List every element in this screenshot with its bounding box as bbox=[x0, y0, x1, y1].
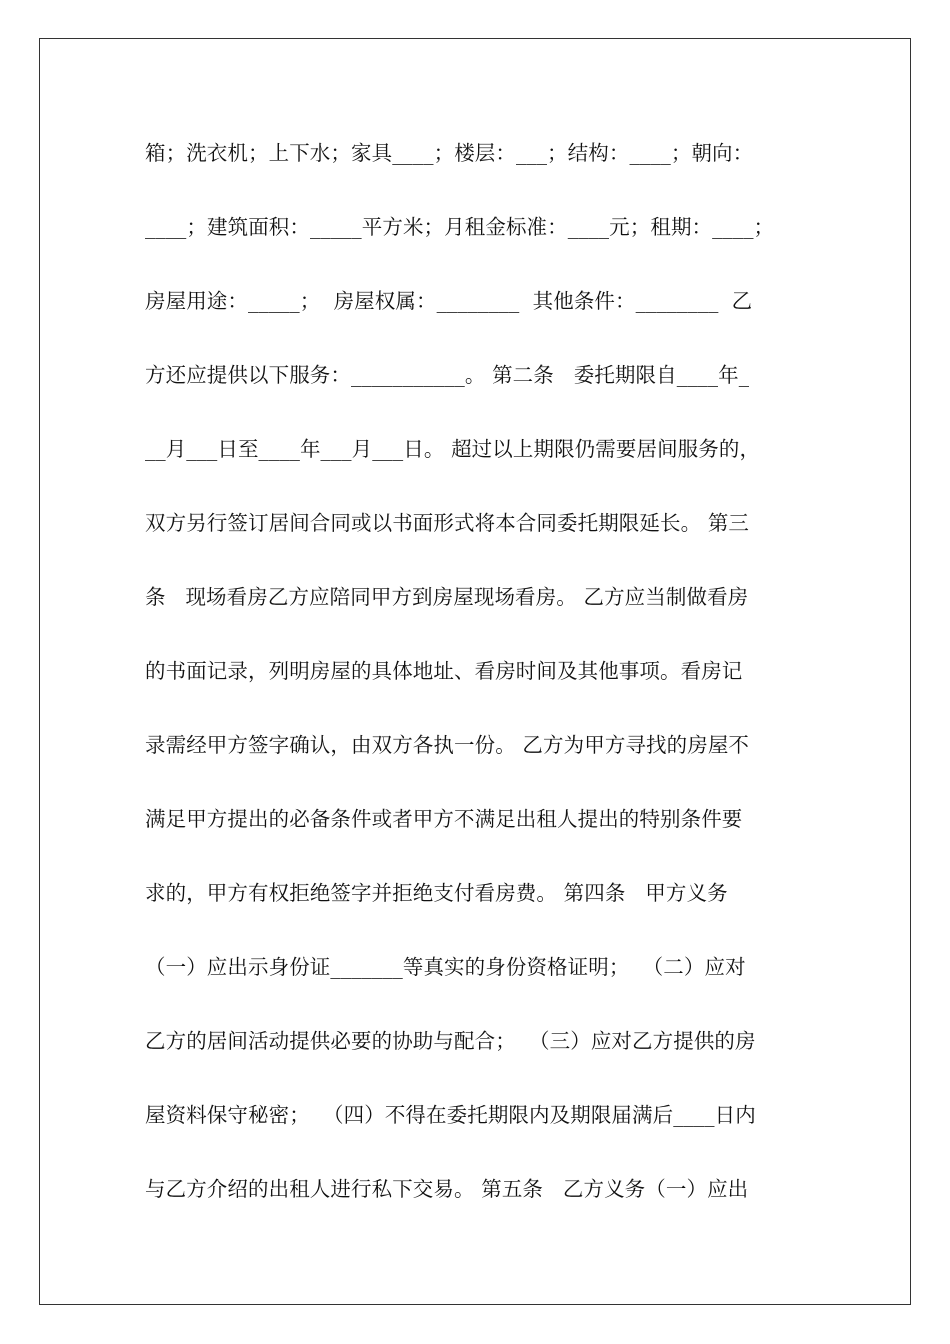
text-line: 箱；洗衣机；上下水；家具____；楼层：___；结构：____；朝向： bbox=[145, 141, 754, 165]
text-line: 屋资料保守秘密； （四）不得在委托期限内及期限届满后____日内 bbox=[145, 1103, 756, 1127]
text-line: ____；建筑面积：_____平方米；月租金标准：____元；租期：____； bbox=[145, 215, 775, 239]
text-line: 方还应提供以下服务：___________。 第二条 委托期限自____年_ bbox=[145, 363, 750, 387]
text-line: __月___日至____年___月___日。 超过以上期限仍需要居间服务的， bbox=[145, 437, 761, 461]
text-line: （一）应出示身份证_______等真实的身份资格证明； （二）应对 bbox=[145, 955, 746, 979]
text-line: 乙方的居间活动提供必要的协助与配合； （三）应对乙方提供的房 bbox=[145, 1029, 756, 1053]
text-line: 录需经甲方签字确认，由双方各执一份。 乙方为甲方寻找的房屋不 bbox=[145, 733, 750, 757]
text-line: 条 现场看房乙方应陪同甲方到房屋现场看房。 乙方应当制做看房 bbox=[145, 585, 749, 609]
text-line: 求的，甲方有权拒绝签字并拒绝支付看房费。 第四条 甲方义务 bbox=[145, 881, 728, 905]
text-line: 双方另行签订居间合同或以书面形式将本合同委托期限延长。 第三 bbox=[145, 511, 750, 535]
text-line: 的书面记录，列明房屋的具体地址、看房时间及其他事项。看房记 bbox=[145, 659, 743, 683]
text-line: 与乙方介绍的出租人进行私下交易。 第五条 乙方义务（一）应出 bbox=[145, 1177, 749, 1201]
text-line: 满足甲方提出的必备条件或者甲方不满足出租人提出的特别条件要 bbox=[145, 807, 743, 831]
text-line: 房屋用途：_____； 房屋权属：________ 其他条件：________ 乙 bbox=[145, 289, 753, 313]
